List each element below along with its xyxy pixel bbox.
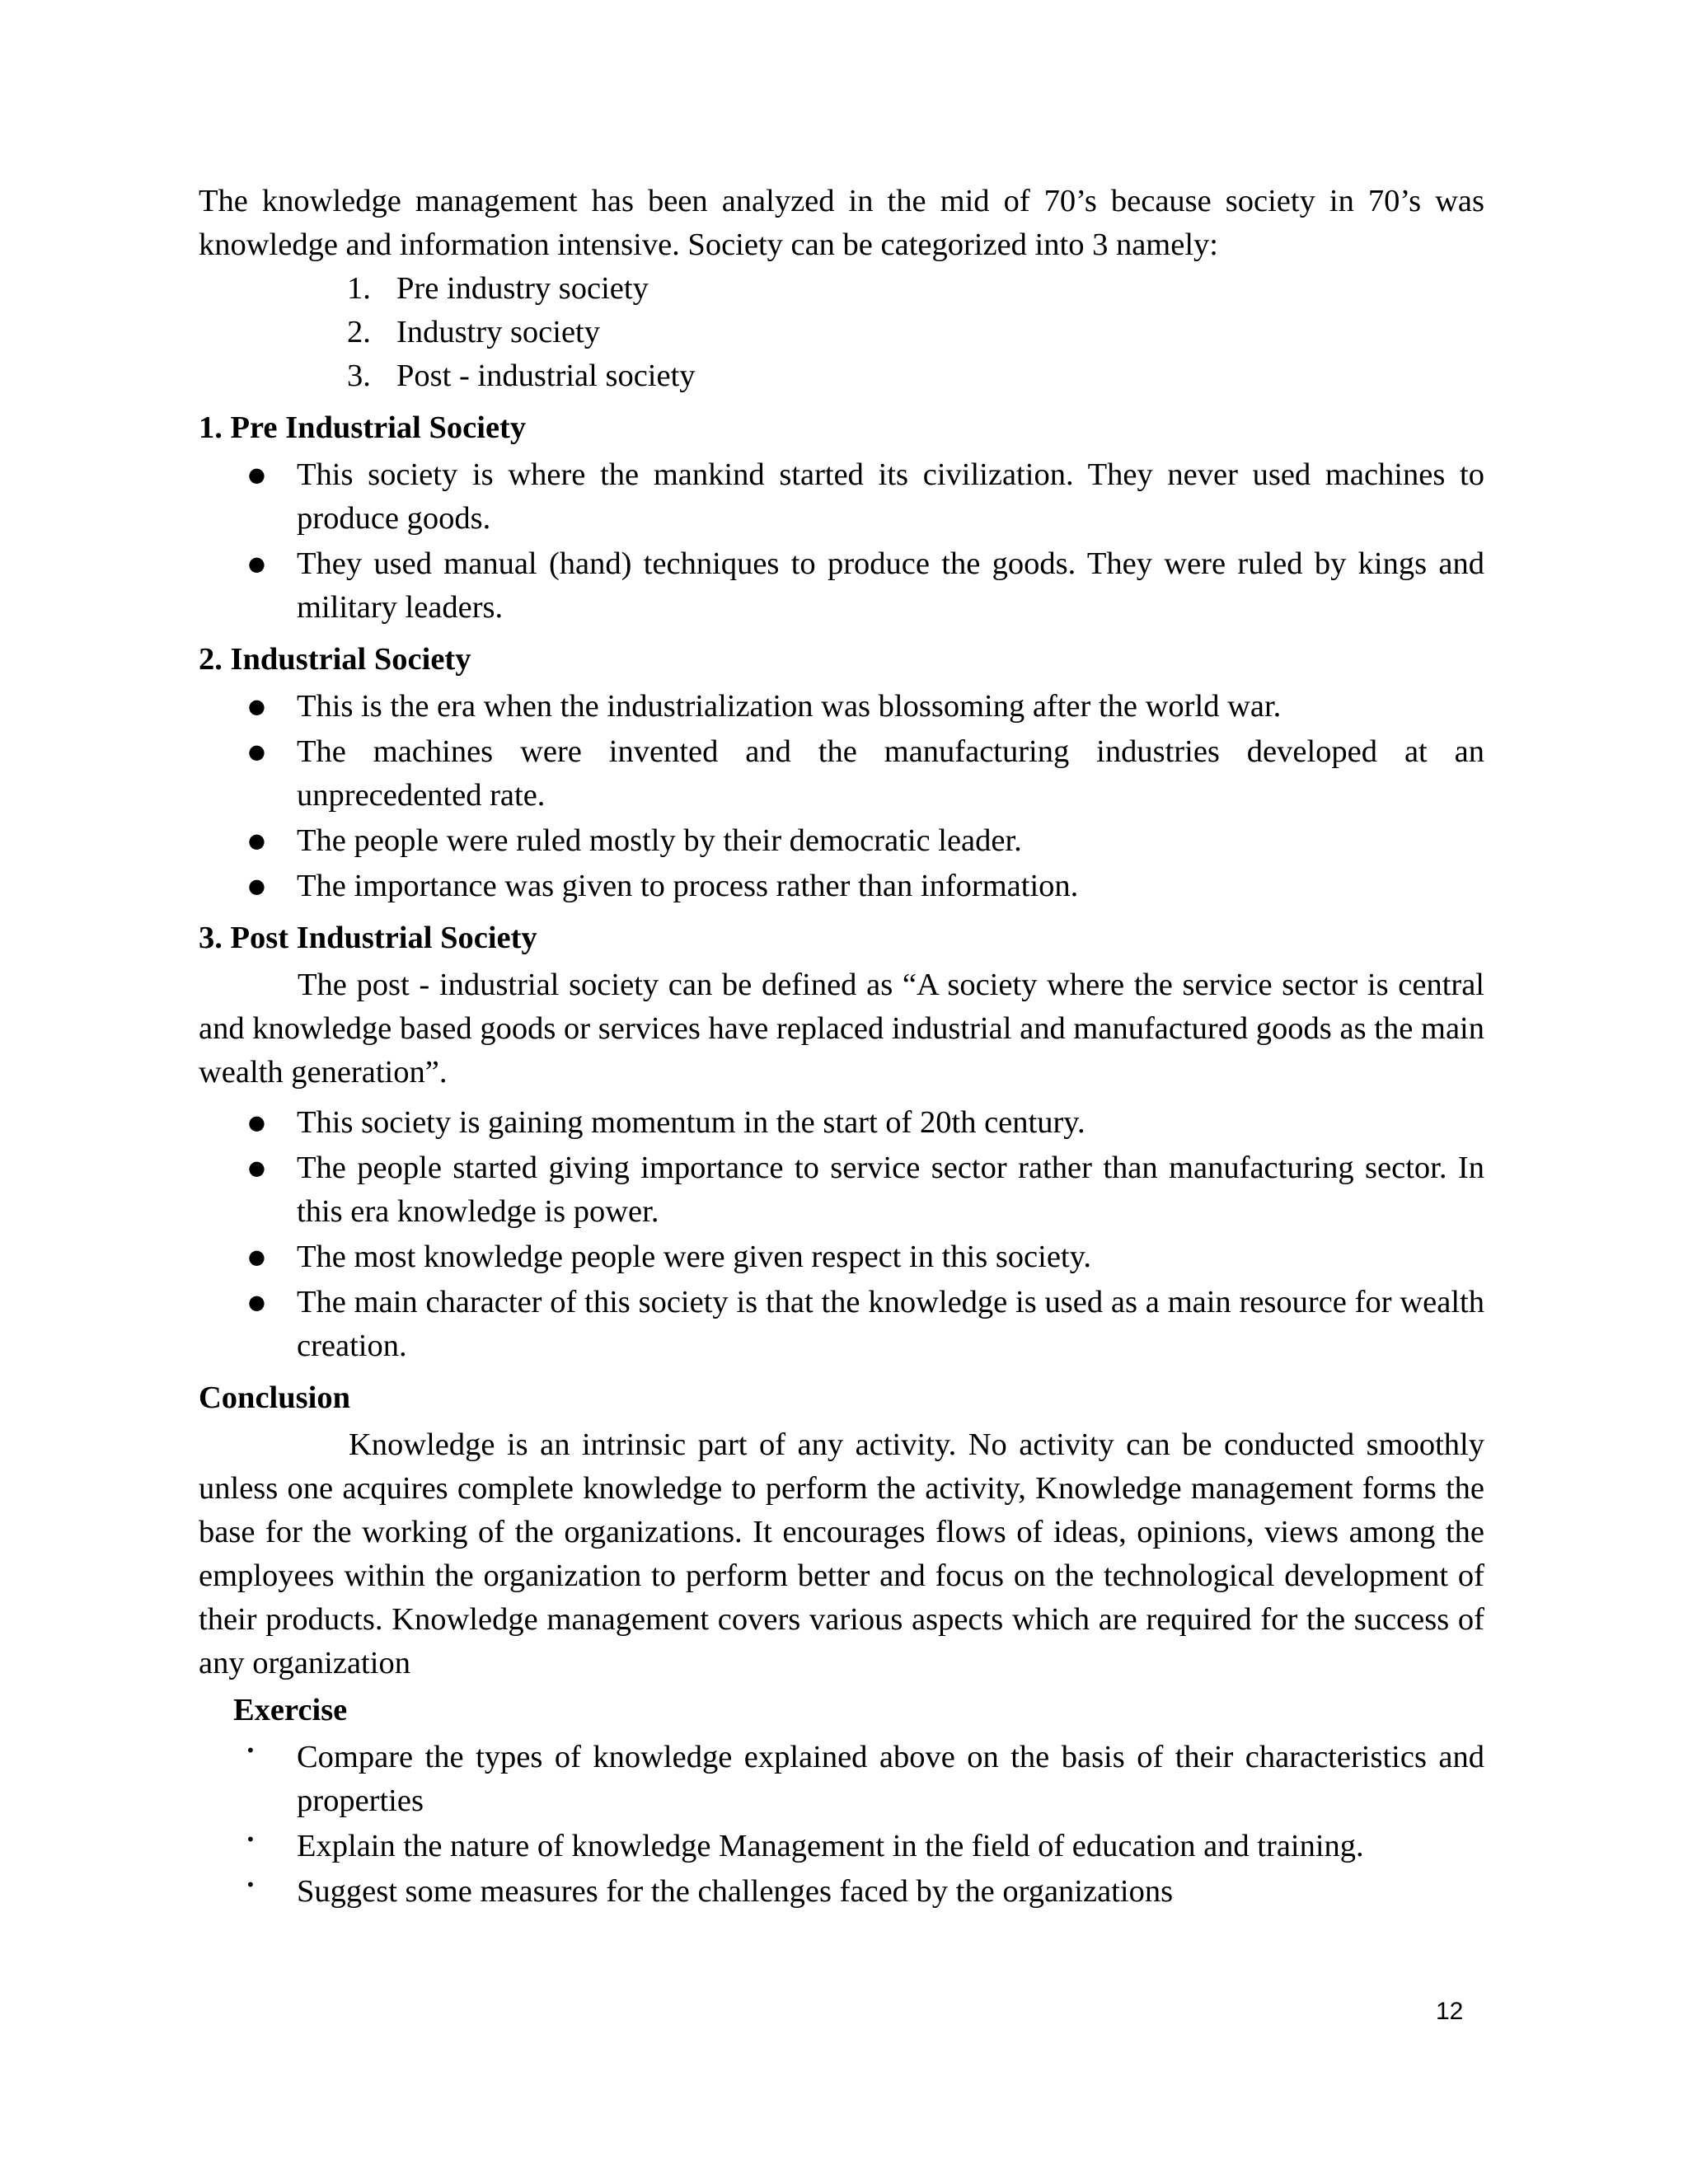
bullet-text: The people started giving importance to service sector rather than manufacturing sector. In this era knowledge is power. <box>297 1151 1484 1229</box>
bullet-item <box>199 1101 1484 1145</box>
bullet-text: This is the era when the industrialization was blossoming after the world war. <box>297 689 1282 724</box>
conclusion-paragraph: Knowledge is an intrinsic part of any activity. No activity can be conducted smoothly unless one acquires complete knowledge to perform the activity, Knowledge management forms the base for the working of the organizations. It encourages flows of ideas, opinions, views among the employees within the organization to perform better and focus on the technological development of their products. Knowledge management covers various aspects which are required for the success of any organization <box>199 1427 1484 1680</box>
bullet-icon: ● <box>248 740 265 763</box>
bullet-item <box>199 1825 1484 1868</box>
industrial-bullets <box>199 685 1484 908</box>
bullet-icon: ● <box>248 829 265 852</box>
bullet-item <box>199 865 1484 908</box>
bullet-text: This society is gaining momentum in the start of 20th century. <box>297 1105 1085 1140</box>
bullet-item <box>199 1235 1484 1279</box>
bullet-icon: • <box>246 1875 256 1895</box>
bullet-item <box>199 542 1484 630</box>
bullet-text: The machines were invented and the manufacturing industries developed at an unprecedented rate. <box>297 734 1484 813</box>
society-types-list <box>199 267 1484 398</box>
bullet-text: The importance was given to process rather than information. <box>297 869 1079 903</box>
bullet-text: They used manual (hand) techniques to produce the goods. They were ruled by kings and military leaders. <box>297 546 1484 625</box>
exercise-heading: Exercise <box>233 1693 348 1727</box>
list-item <box>347 311 1484 354</box>
list-number: 3. <box>347 359 371 393</box>
bullet-icon: ● <box>248 463 265 486</box>
industrial-heading: 2. Industrial Society <box>199 642 471 677</box>
bullet-item <box>199 730 1484 818</box>
bullet-text: The main character of this society is that the knowledge is used as a main resource for wealth creation. <box>297 1285 1484 1363</box>
bullet-icon: ● <box>248 1291 265 1314</box>
post-industrial-heading: 3. Post Industrial Society <box>199 921 537 955</box>
bullet-text: Compare the types of knowledge explained above on the basis of their characteristics and properties <box>297 1740 1484 1818</box>
pre-industrial-heading: 1. Pre Industrial Society <box>199 410 527 445</box>
intro-paragraph: The knowledge management has been analyzed in the mid of 70’s because society in 70’s was knowledge and information intensive. Society can be categorized into 3 namely: <box>199 184 1484 262</box>
bullet-item <box>199 685 1484 729</box>
list-item <box>347 267 1484 311</box>
bullet-item <box>199 1736 1484 1823</box>
list-number: 2. <box>347 315 371 349</box>
bullet-text: The most knowledge people were given respect in this society. <box>297 1240 1092 1274</box>
bullet-item <box>199 1146 1484 1234</box>
bullet-item <box>199 1870 1484 1914</box>
bullet-icon: ● <box>248 552 265 575</box>
list-item-text: Post - industrial society <box>396 359 696 393</box>
bullet-text: This society is where the mankind started its civilization. They never used machines to produce goods. <box>297 457 1484 536</box>
page-number: 12 <box>1436 1998 1464 2025</box>
bullet-icon: • <box>246 1741 256 1760</box>
bullet-text: The people were ruled mostly by their democratic leader. <box>297 823 1022 858</box>
page-body <box>199 180 1484 1915</box>
bullet-icon: ● <box>248 1245 265 1268</box>
post-industrial-bullets <box>199 1101 1484 1368</box>
bullet-icon: ● <box>248 695 265 718</box>
bullet-icon: ● <box>248 874 265 898</box>
bullet-item <box>199 819 1484 863</box>
list-item <box>347 354 1484 398</box>
bullet-text: Suggest some measures for the challenges faced by the organizations <box>297 1874 1174 1909</box>
bullet-icon: ● <box>248 1156 265 1179</box>
post-industrial-definition: The post - industrial society can be defined as “A society where the service sector is central and knowledge based goods or services have replaced industrial and manufactured goods as the main wealth generation”. <box>199 968 1484 1090</box>
bullet-text: Explain the nature of knowledge Management in the field of education and training. <box>297 1829 1364 1863</box>
list-number: 1. <box>347 271 371 306</box>
exercise-bullets <box>199 1736 1484 1914</box>
list-item-text: Pre industry society <box>396 271 649 306</box>
bullet-icon: ● <box>248 1111 265 1134</box>
list-item-text: Industry society <box>396 315 600 349</box>
bullet-item <box>199 453 1484 541</box>
bullet-item <box>199 1281 1484 1368</box>
bullet-icon: • <box>246 1830 256 1849</box>
conclusion-heading: Conclusion <box>199 1380 351 1415</box>
pre-industrial-bullets <box>199 453 1484 630</box>
